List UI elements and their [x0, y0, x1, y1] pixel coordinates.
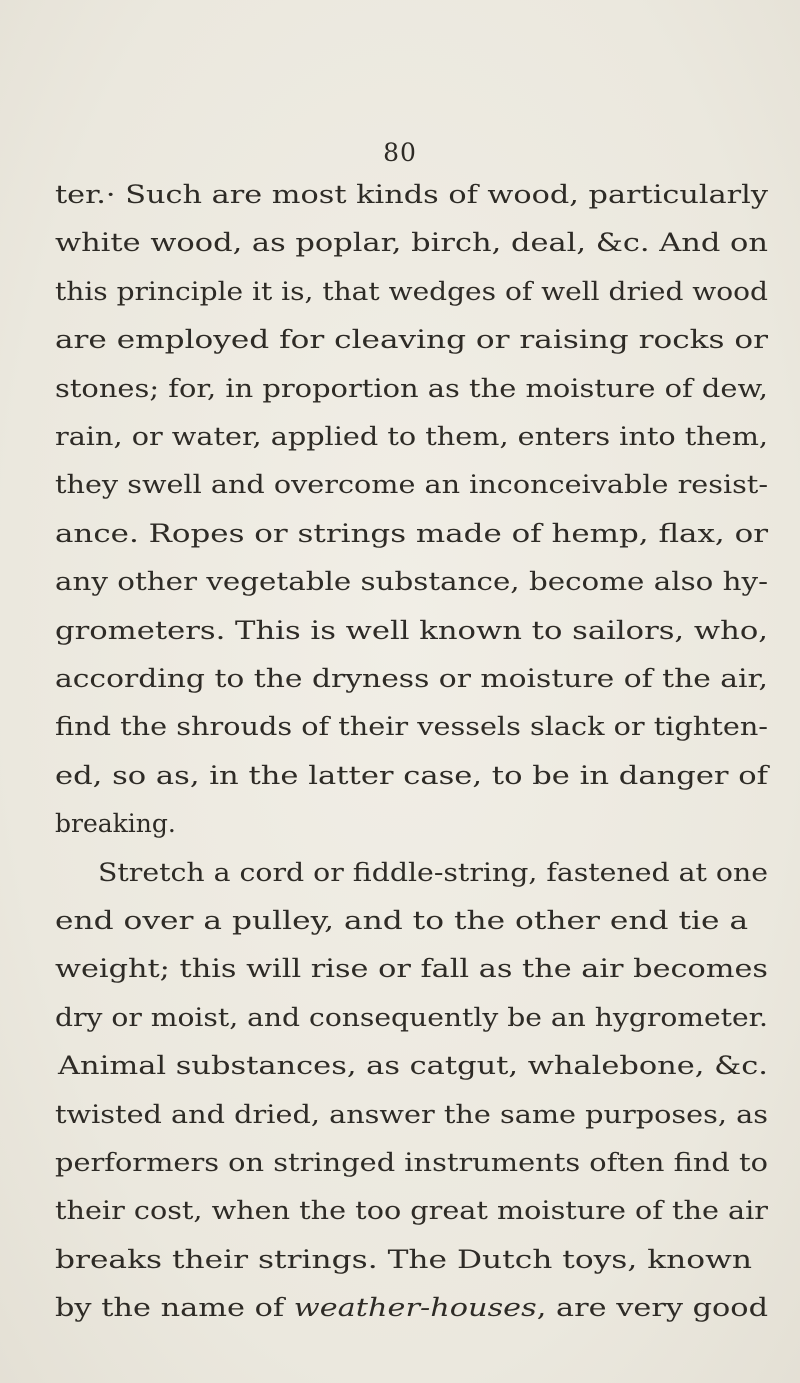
text-line: breaking. [55, 809, 176, 839]
text-line-last [55, 1293, 768, 1323]
text-line: according to the dryness or moisture of the air, [55, 664, 768, 693]
text-line: this principle it is, that wedges of well dried wood [55, 276, 769, 306]
text-segment: , are very good [536, 1293, 769, 1323]
text-segment: by the name of [55, 1293, 294, 1323]
text-line: are employed for cleaving or raising rocks or [55, 325, 769, 355]
text-line: weight; this will rise or fall as the air becomes [55, 954, 768, 984]
text-line: performers on stringed instruments often find to [55, 1148, 768, 1177]
paragraph-start-line: Animal substances, as catgut, whalebone, &c. [58, 1051, 768, 1081]
text-line: breaks their strings. The Dutch toys, known [55, 1244, 752, 1274]
text-line: find the shrouds of their vessels slack or tighten- [55, 712, 769, 742]
text-line: their cost, when the too great moisture of the air [55, 1196, 768, 1226]
emphasized-term: weather-houses [293, 1293, 537, 1323]
text-line: any other vegetable substance, become also hy- [55, 567, 769, 597]
text-line: white wood, as poplar, birch, deal, &c. And on [55, 228, 768, 258]
paragraph-start-line: Stretch a cord or fiddle-string, fastened at one [98, 857, 768, 887]
text-line: dry or moist, and consequently be an hygrometer. [55, 1002, 769, 1032]
text-line: end over a pulley, and to the other end tie a [55, 906, 749, 935]
text-line: they swell and overcome an inconceivable resist- [55, 470, 769, 500]
text-line: ed, so as, in the latter case, to be in danger of [55, 760, 769, 790]
page-number: 80 [383, 138, 417, 167]
text-line: twisted and dried, answer the same purposes, as [55, 1099, 768, 1129]
text-line: ance. Ropes or strings made of hemp, flax, or [55, 518, 768, 548]
text-line: rain, or water, applied to them, enters into them, [55, 422, 769, 451]
text-line: grometers. This is well known to sailors, who, [55, 615, 768, 645]
text-line: stones; for, in proportion as the moisture of dew, [55, 373, 768, 403]
text-line: ter.· Such are most kinds of wood, particularly [55, 180, 769, 209]
